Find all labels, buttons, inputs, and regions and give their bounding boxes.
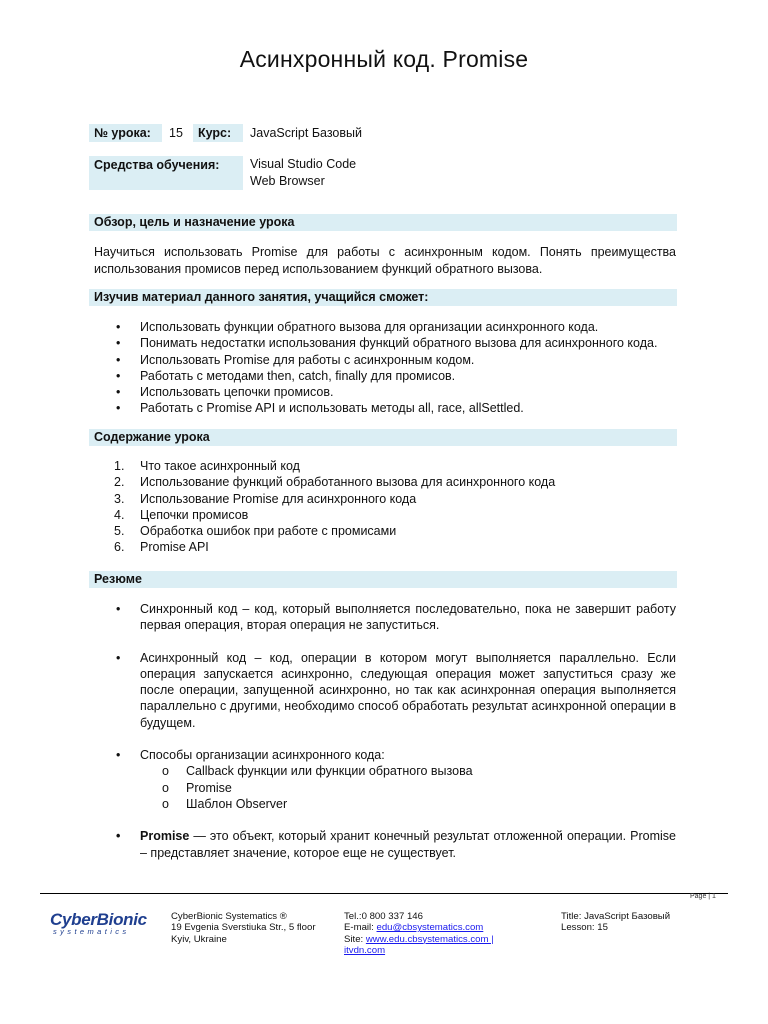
list-item — [94, 491, 676, 507]
bullet-icon: • — [116, 650, 121, 665]
sub-list-item-text: Callback функции или функции обратного вызова — [186, 764, 473, 779]
list-item — [94, 335, 676, 351]
lesson-number-label: № урока: — [89, 124, 162, 142]
tool-item: Web Browser — [250, 173, 325, 188]
course-name: JavaScript Базовый — [250, 126, 362, 140]
list-item-text: Работать с методами then, catch, finally для промисов. — [140, 368, 456, 383]
list-item — [94, 828, 676, 861]
contact-site2-row — [344, 945, 544, 956]
footer-contacts-block — [344, 911, 544, 956]
sub-list-item — [140, 796, 676, 812]
list-item-text: Цепочки промисов — [140, 507, 249, 522]
sub-list-item — [140, 780, 676, 796]
list-item — [94, 747, 676, 812]
bullet-icon: • — [116, 602, 121, 616]
bullet-icon: • — [116, 336, 121, 351]
list-item — [94, 368, 676, 384]
list-item-text: Синхронный код – код, который выполняется последовательно, пока не завершит работу первая операция, вторая операция не запуститься. — [140, 602, 676, 633]
sub-list-item-text: Promise — [186, 780, 232, 795]
bullet-icon: • — [116, 320, 121, 334]
footer-company-block — [171, 911, 341, 945]
overview-text: Научиться использовать Promise для работы с асинхронным кодом. Понять преимущества использования промисов перед использованием функций обратного вызова. — [94, 245, 676, 276]
list-item — [94, 523, 676, 539]
logo-main-text: CyberBionic — [50, 910, 147, 929]
list-item-text: Promise API — [140, 540, 209, 555]
list-item — [94, 474, 676, 490]
list-number: 3. — [114, 491, 125, 506]
list-number: 6. — [114, 540, 125, 555]
list-item-text: Обработка ошибок при работе с промисами — [140, 524, 397, 539]
footer-title: Title: JavaScript Базовый — [561, 911, 671, 922]
contact-phone: Tel.:0 800 337 146 — [344, 911, 423, 922]
page-title: Асинхронный код. Promise — [239, 46, 529, 72]
sub-list — [140, 763, 676, 812]
page-number: Page | 1 — [690, 893, 716, 900]
contents-heading: Содержание урока — [89, 429, 677, 446]
tools-label: Средства обучения: — [89, 156, 243, 190]
list-item — [94, 650, 676, 731]
circle-bullet-icon: o — [162, 764, 169, 779]
tool-item: Visual Studio Code — [250, 157, 357, 171]
circle-bullet-icon: o — [162, 796, 169, 811]
list-item-text: Способы организации асинхронного кода: — [140, 748, 385, 763]
list-item-text: Использовать цепочки промисов. — [140, 385, 334, 400]
site-link[interactable] — [366, 934, 494, 945]
contents-list — [94, 458, 676, 556]
lesson-number-value: 15 — [169, 126, 183, 140]
bullet-icon: • — [116, 748, 121, 763]
outcomes-heading: Изучив материал данного занятия, учащийся сможет: — [89, 289, 677, 306]
resume-heading: Резюме — [89, 571, 677, 588]
list-item-text: Асинхронный код – код, операции в котором могут выполняется параллельно. Если операция запускается асинхронно, следующая операция может запуститься сразу же после операции, запущенной асинхронно, но так как асинхронная операция выполняется параллельно с другими, необходимо способ обработать результат асинхронной операции в будущем. — [140, 650, 676, 730]
footer-divider — [40, 893, 728, 894]
site-separator: | — [488, 933, 494, 945]
list-item-text: Использовать функции обратного вызова для организации асинхронного кода. — [140, 320, 599, 334]
list-number: 4. — [114, 507, 125, 522]
course-label: Курс: — [193, 124, 243, 142]
site-label: Site: — [344, 933, 366, 945]
list-number: 2. — [114, 475, 125, 490]
list-item — [94, 319, 676, 335]
company-city: Kyiv, Ukraine — [171, 933, 227, 945]
list-number: 5. — [114, 524, 125, 539]
bullet-icon: • — [116, 352, 121, 367]
list-item-text: — это объект, который хранит конечный результат отложенной операции. Promise – представляет значение, которое еще не существует. — [140, 829, 676, 860]
contact-site-row — [344, 934, 544, 945]
list-item-text: Что такое асинхронный код — [140, 459, 300, 473]
list-number: 1. — [114, 459, 125, 473]
bullet-icon: • — [116, 368, 121, 383]
outcomes-list — [94, 319, 676, 417]
footer-lesson-block — [561, 911, 731, 934]
list-item — [94, 400, 676, 416]
list-item — [94, 601, 676, 634]
list-item-text: Работать с Promise API и использовать методы all, race, allSettled. — [140, 401, 524, 416]
circle-bullet-icon: o — [162, 780, 169, 795]
list-item — [94, 384, 676, 400]
email-label: E-mail: — [344, 922, 377, 934]
list-item-text: Использование функций обработанного вызова для асинхронного кода — [140, 475, 556, 490]
list-item — [94, 507, 676, 523]
list-item — [94, 458, 676, 474]
resume-list — [94, 601, 676, 861]
bullet-icon: • — [116, 385, 121, 400]
list-item — [94, 352, 676, 368]
list-item — [94, 539, 676, 555]
list-item-text: Понимать недостатки использования функций обратного вызова для асинхронного кода. — [140, 336, 658, 351]
contact-email-row — [344, 922, 544, 933]
tools-list — [245, 156, 495, 190]
company-address: 19 Evgenia Sverstiuka Str., 5 floor — [171, 922, 316, 934]
company-logo — [50, 910, 160, 936]
list-item-text: Использовать Promise для работы с асинхронным кодом. — [140, 352, 475, 367]
list-item-text: Использование Promise для асинхронного кода — [140, 491, 417, 506]
itvdn-link[interactable]: itvdn.com — [344, 944, 386, 956]
sub-list-item-text: Шаблон Observer — [186, 796, 288, 811]
footer-lesson: Lesson: 15 — [561, 922, 608, 934]
company-name: CyberBionic Systematics ® — [171, 911, 287, 922]
sub-list-item — [140, 763, 676, 779]
logo-sub-text: systematics — [53, 927, 130, 936]
site-link-text: www.edu.cbsystematics.com — [365, 933, 489, 945]
email-link[interactable]: edu@cbsystematics.com — [376, 922, 484, 934]
promise-term: Promise — [140, 829, 190, 844]
bullet-icon: • — [116, 829, 121, 844]
bullet-icon: • — [116, 401, 121, 416]
overview-heading: Обзор, цель и назначение урока — [89, 214, 677, 231]
